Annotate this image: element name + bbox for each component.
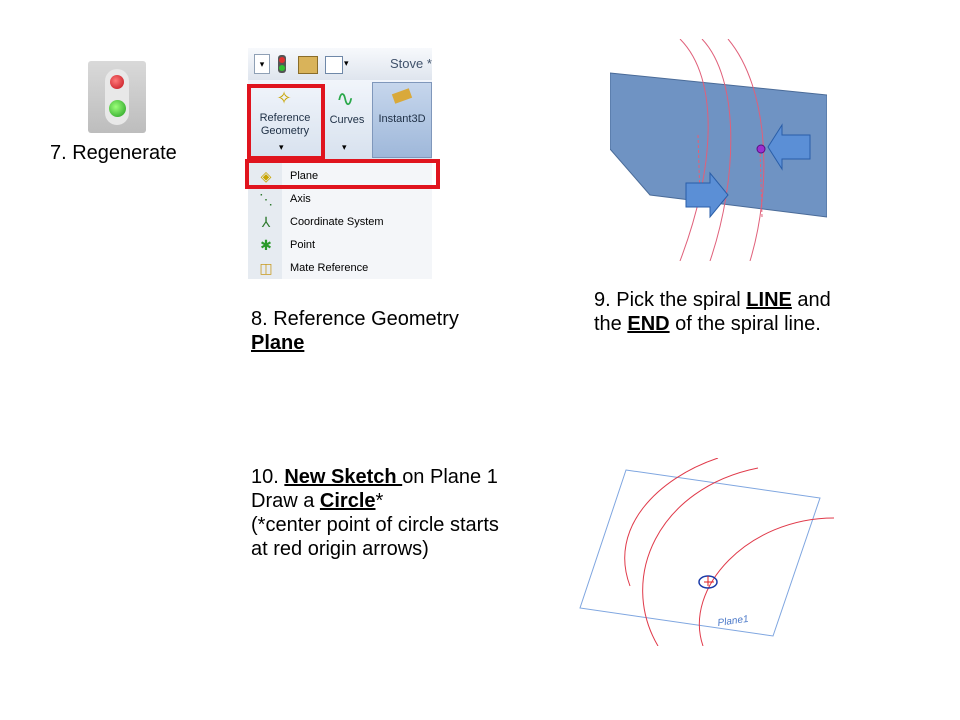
mate-reference-icon: ◫ (259, 260, 273, 276)
step10-line1-prefix: 10. (251, 466, 285, 488)
step10-caption-line4: at red origin arrows) (251, 538, 429, 560)
plane1-label: Plane1 (716, 613, 750, 629)
curves-icon: ∿ (336, 86, 355, 111)
step9-line2-suffix: of the spiral line. (669, 313, 821, 335)
step7-caption: 7. Regenerate (50, 142, 177, 164)
step10-caption-line3: (*center point of circle starts (251, 514, 499, 536)
reference-geometry-label-line2: Geometry (260, 125, 310, 137)
traffic-light-body (105, 69, 129, 125)
coordinate-system-icon: ⅄ (261, 214, 271, 230)
traffic-light-small-icon[interactable] (278, 55, 286, 73)
step9-line1-suffix: and (791, 289, 831, 311)
red-light-icon (110, 75, 124, 89)
chevron-down-icon: ▾ (342, 142, 347, 152)
menu-item-point[interactable] (248, 234, 432, 256)
step10-line2-emphasis: Circle (319, 490, 376, 512)
chevron-down-icon: ▾ (279, 142, 284, 152)
reference-geometry-highlight (247, 84, 325, 160)
reference-geometry-icon: ✧ (276, 88, 292, 108)
step10-line1-emphasis: New Sketch (284, 466, 403, 488)
step10-line1-suffix: on Plane 1 (402, 466, 498, 488)
point-icon: ✱ (260, 237, 272, 253)
dropdown-arrow-icon[interactable]: ▾ (254, 54, 270, 74)
step10-line2-suffix: * (375, 490, 384, 512)
list-icon[interactable] (325, 56, 343, 74)
instant3d-icon (392, 88, 412, 104)
step8-caption-text: 8. Reference Geometry (251, 308, 459, 330)
command-toolbar (248, 48, 432, 81)
instant3d-button[interactable] (372, 82, 432, 158)
plane-highlight (245, 159, 440, 189)
menu-item-mate-reference[interactable] (248, 257, 432, 279)
step10-caption-line2 (251, 489, 499, 513)
regenerate-traffic-light-icon[interactable] (88, 61, 146, 133)
spiral-pick-screenshot (610, 39, 827, 261)
chevron-down-icon[interactable]: ▾ (344, 58, 349, 68)
spiral-plane-graphic (610, 39, 827, 261)
menu-item-label: Mate Reference (290, 262, 369, 274)
spiral-line (625, 458, 718, 586)
axis-icon: ⋱ (259, 191, 273, 207)
sketch-plane-graphic (568, 458, 834, 646)
reference-geometry-label-line1: Reference (259, 112, 311, 124)
green-light-icon (109, 100, 126, 117)
step8-caption-emphasis: Plane (251, 332, 305, 354)
step9-line2-emphasis: END (627, 313, 670, 335)
spiral-end-point[interactable] (757, 145, 765, 153)
step9-line2-prefix: the (594, 313, 628, 335)
step9-caption (594, 288, 831, 336)
plane1-outline (580, 470, 820, 636)
step10-line2-prefix: Draw a (251, 490, 320, 512)
document-title: Stove * (390, 56, 432, 71)
menu-item-label: Plane (290, 170, 319, 182)
options-icon[interactable] (298, 56, 318, 74)
menu-item-label: Point (290, 239, 316, 251)
curves-label: Curves (329, 114, 365, 126)
step9-caption-line1 (594, 288, 831, 312)
step9-line1-emphasis: LINE (746, 289, 792, 311)
step9-caption-line2 (594, 312, 831, 336)
menu-item-label: Axis (290, 193, 311, 205)
plane-icon: ◈ (260, 168, 272, 184)
curves-button[interactable] (324, 82, 370, 158)
step10-caption (251, 465, 499, 561)
instant3d-label: Instant3D (378, 113, 426, 125)
step10-caption-line1 (251, 465, 499, 489)
menu-item-coordinate-system[interactable] (248, 211, 432, 233)
menu-item-label: Coordinate System (290, 216, 384, 228)
new-sketch-screenshot (568, 458, 834, 646)
menu-item-axis[interactable] (248, 188, 432, 210)
step9-line1-prefix: 9. Pick the spiral (594, 289, 747, 311)
step8-caption (251, 307, 459, 355)
